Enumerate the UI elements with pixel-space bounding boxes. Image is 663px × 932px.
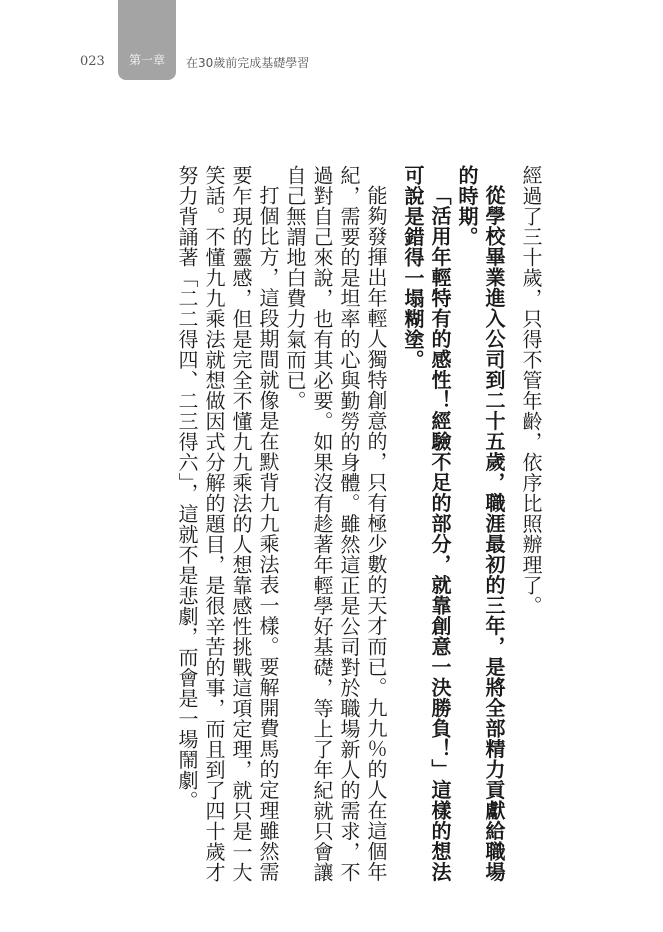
paragraph-1: 經過了三十歲，只得不管年齡，依序比照辦理了。 bbox=[519, 165, 543, 616]
chapter-title: 在30歲前完成基礎學習 bbox=[186, 56, 310, 70]
paragraph-5: 打個比方，這段期間就像是在默背九九乘法表一樣。要解開費馬的定理雖然需要乍現的靈感，但是完全不懂九九乘法的人想靠感性挑戰這項定理，就只是一大笑話。不懂九九乘法就想做因式分解的題目，是很辛苦的事，而且到了四十歲才努力背誦著「二二得四、二三得六」，這就不是悲劇，而會是一場鬧劇。 bbox=[175, 165, 280, 883]
paragraph-3-emphasis: 「活用年輕特有的感性！經驗不足的部分，就靠創意一決勝負！」這樣的想法可說是錯得一塌糊塗。 bbox=[401, 165, 452, 882]
page-number: 023 bbox=[80, 54, 105, 69]
paragraph-4: 能夠發揮出年輕人獨特創意的，只有極少數的天才而已。九九％的人在這個年紀，需要的是坦率的心與勤勞的身體。雖然這正是公司對於職場新人的需求，不過對自己來說，也有其必要。如果沒有趁著年輕學好基礎，等上了年紀就只會讓自己無謂地白費力氣而已。 bbox=[283, 165, 388, 883]
body-text bbox=[104, 165, 544, 885]
chapter-label: 第一章 bbox=[128, 53, 165, 67]
chapter-tab bbox=[118, 0, 176, 80]
paragraph-2-emphasis: 從學校畢業進入公司到二十五歲，職涯最初的三年，是將全部精力貢獻給職場的時期。 bbox=[455, 165, 506, 882]
